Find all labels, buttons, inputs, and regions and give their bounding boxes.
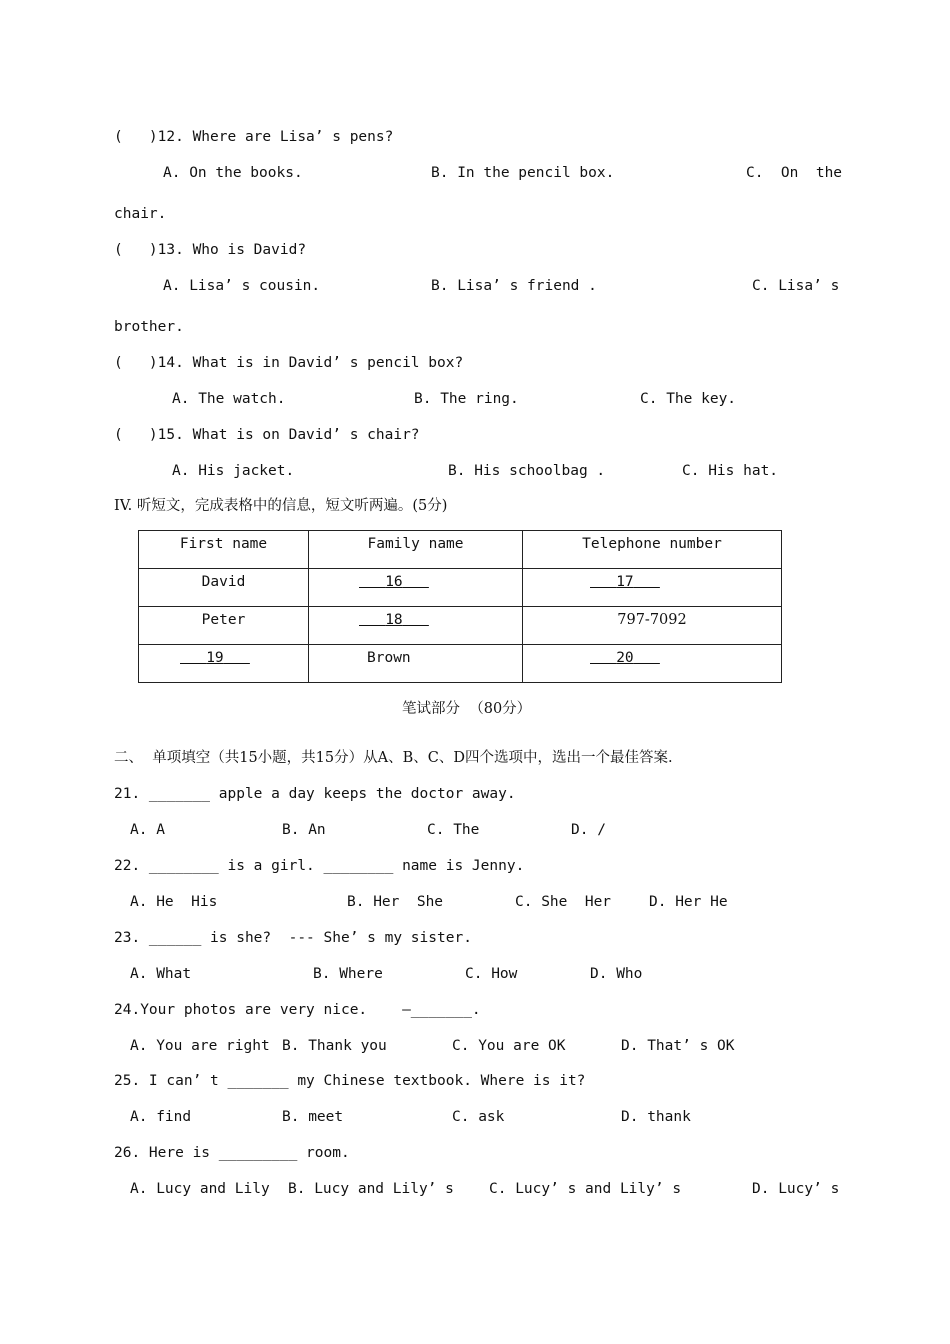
table-row <box>139 607 782 645</box>
option-a: A. On the books. <box>163 165 303 181</box>
option-a: A. What <box>130 966 192 982</box>
answer-blank <box>180 650 250 666</box>
table-cell <box>309 645 523 683</box>
question-stem: ( )12. Where are Lisa’ s pens? <box>114 129 394 145</box>
question-stem: 24.Your photos are very nice. —_______. <box>114 1002 481 1018</box>
question-stem: 25. I can’ t _______ my Chinese textbook. Where is it? <box>114 1073 586 1089</box>
option-c: C. Lucy’ s and Lily’ s <box>489 1181 682 1197</box>
option-a: A. You are right <box>130 1038 270 1054</box>
blank-number: 17 <box>616 574 634 590</box>
option-d: D. thank <box>621 1109 691 1125</box>
table-cell <box>139 645 309 683</box>
option-a: A. Lucy and Lily <box>130 1181 270 1197</box>
option-d: D. Lucy’ s <box>752 1181 840 1197</box>
answer-blank <box>590 650 660 666</box>
option-c: C. ask <box>452 1109 505 1125</box>
table-row <box>139 645 782 683</box>
table-cell <box>139 569 309 607</box>
blank-number: 18 <box>385 612 403 628</box>
question-stem: 21. _______ apple a day keeps the doctor away. <box>114 786 516 802</box>
option-b: B. Thank you <box>282 1038 387 1054</box>
cell-text: 797-7092 <box>617 612 687 628</box>
option-c: C. His hat. <box>682 463 779 479</box>
option-b: B. Lisa’ s friend . <box>431 278 597 294</box>
option-c: C. How <box>465 966 518 982</box>
table-cell <box>139 607 309 645</box>
question-stem: 26. Here is _________ room. <box>114 1145 350 1161</box>
option-b: B. The ring. <box>414 391 519 407</box>
cell-text: David <box>201 574 246 590</box>
table-header-cell: Telephone number <box>523 531 782 569</box>
option-c: C. The key. <box>640 391 737 407</box>
option-wrap: chair. <box>114 206 167 222</box>
table-cell <box>309 569 523 607</box>
option-d: D. Her He <box>649 894 728 910</box>
question-stem: 23. ______ is she? --- She’ s my sister. <box>114 930 472 946</box>
cell-text: Brown <box>367 650 411 666</box>
option-wrap: brother. <box>114 319 184 335</box>
option-b: B. Her She <box>347 894 444 910</box>
blank-number: 16 <box>385 574 403 590</box>
option-b: B. Where <box>313 966 383 982</box>
blank-number: 19 <box>206 650 224 666</box>
section-iv-heading: IV. 听短文，完成表格中的信息，短文听两遍。(5分) <box>114 498 448 514</box>
option-c: C. The <box>427 822 480 838</box>
blank-number: 20 <box>616 650 634 666</box>
option-b: B. His schoolbag . <box>448 463 606 479</box>
table-cell <box>523 645 782 683</box>
written-part-title: 笔试部分 （80分） <box>402 701 532 717</box>
option-b: B. In the pencil box. <box>431 165 615 181</box>
cell-text: Peter <box>201 612 246 628</box>
option-a: A. Lisa’ s cousin. <box>163 278 321 294</box>
option-b: B. An <box>282 822 326 838</box>
table-cell <box>309 607 523 645</box>
option-a: A. He His <box>130 894 218 910</box>
option-a: A. His jacket. <box>172 463 295 479</box>
option-b: B. meet <box>282 1109 344 1125</box>
option-d: D. That’ s OK <box>621 1038 735 1054</box>
option-c: C. You are OK <box>452 1038 566 1054</box>
question-stem: 22. ________ is a girl. ________ name is Jenny. <box>114 858 525 874</box>
table-row <box>139 569 782 607</box>
answer-blank <box>359 574 429 590</box>
answer-blank <box>590 574 660 590</box>
table-cell <box>523 569 782 607</box>
table-header-row <box>139 531 782 569</box>
option-b: B. Lucy and Lily’ s <box>288 1181 454 1197</box>
question-stem: ( )15. What is on David’ s chair? <box>114 427 420 443</box>
info-table <box>138 530 782 683</box>
question-stem: ( )14. What is in David’ s pencil box? <box>114 355 464 371</box>
option-d: D. Who <box>590 966 643 982</box>
table-cell <box>523 607 782 645</box>
option-c: C. Lisa’ s <box>752 278 840 294</box>
option-d: D. / <box>571 822 606 838</box>
option-c: C. She Her <box>515 894 612 910</box>
option-a: A. find <box>130 1109 192 1125</box>
section-two-heading: 二、 单项填空（共15小题，共15分）从A、B、C、D四个选项中，选出一个最佳答案. <box>114 750 673 766</box>
option-a: A. A <box>130 822 165 838</box>
table-header-cell: First name <box>139 531 309 569</box>
answer-blank <box>359 612 429 628</box>
option-a: A. The watch. <box>172 391 286 407</box>
table-header-cell: Family name <box>309 531 523 569</box>
option-c: C. On the <box>746 165 843 181</box>
question-stem: ( )13. Who is David? <box>114 242 307 258</box>
